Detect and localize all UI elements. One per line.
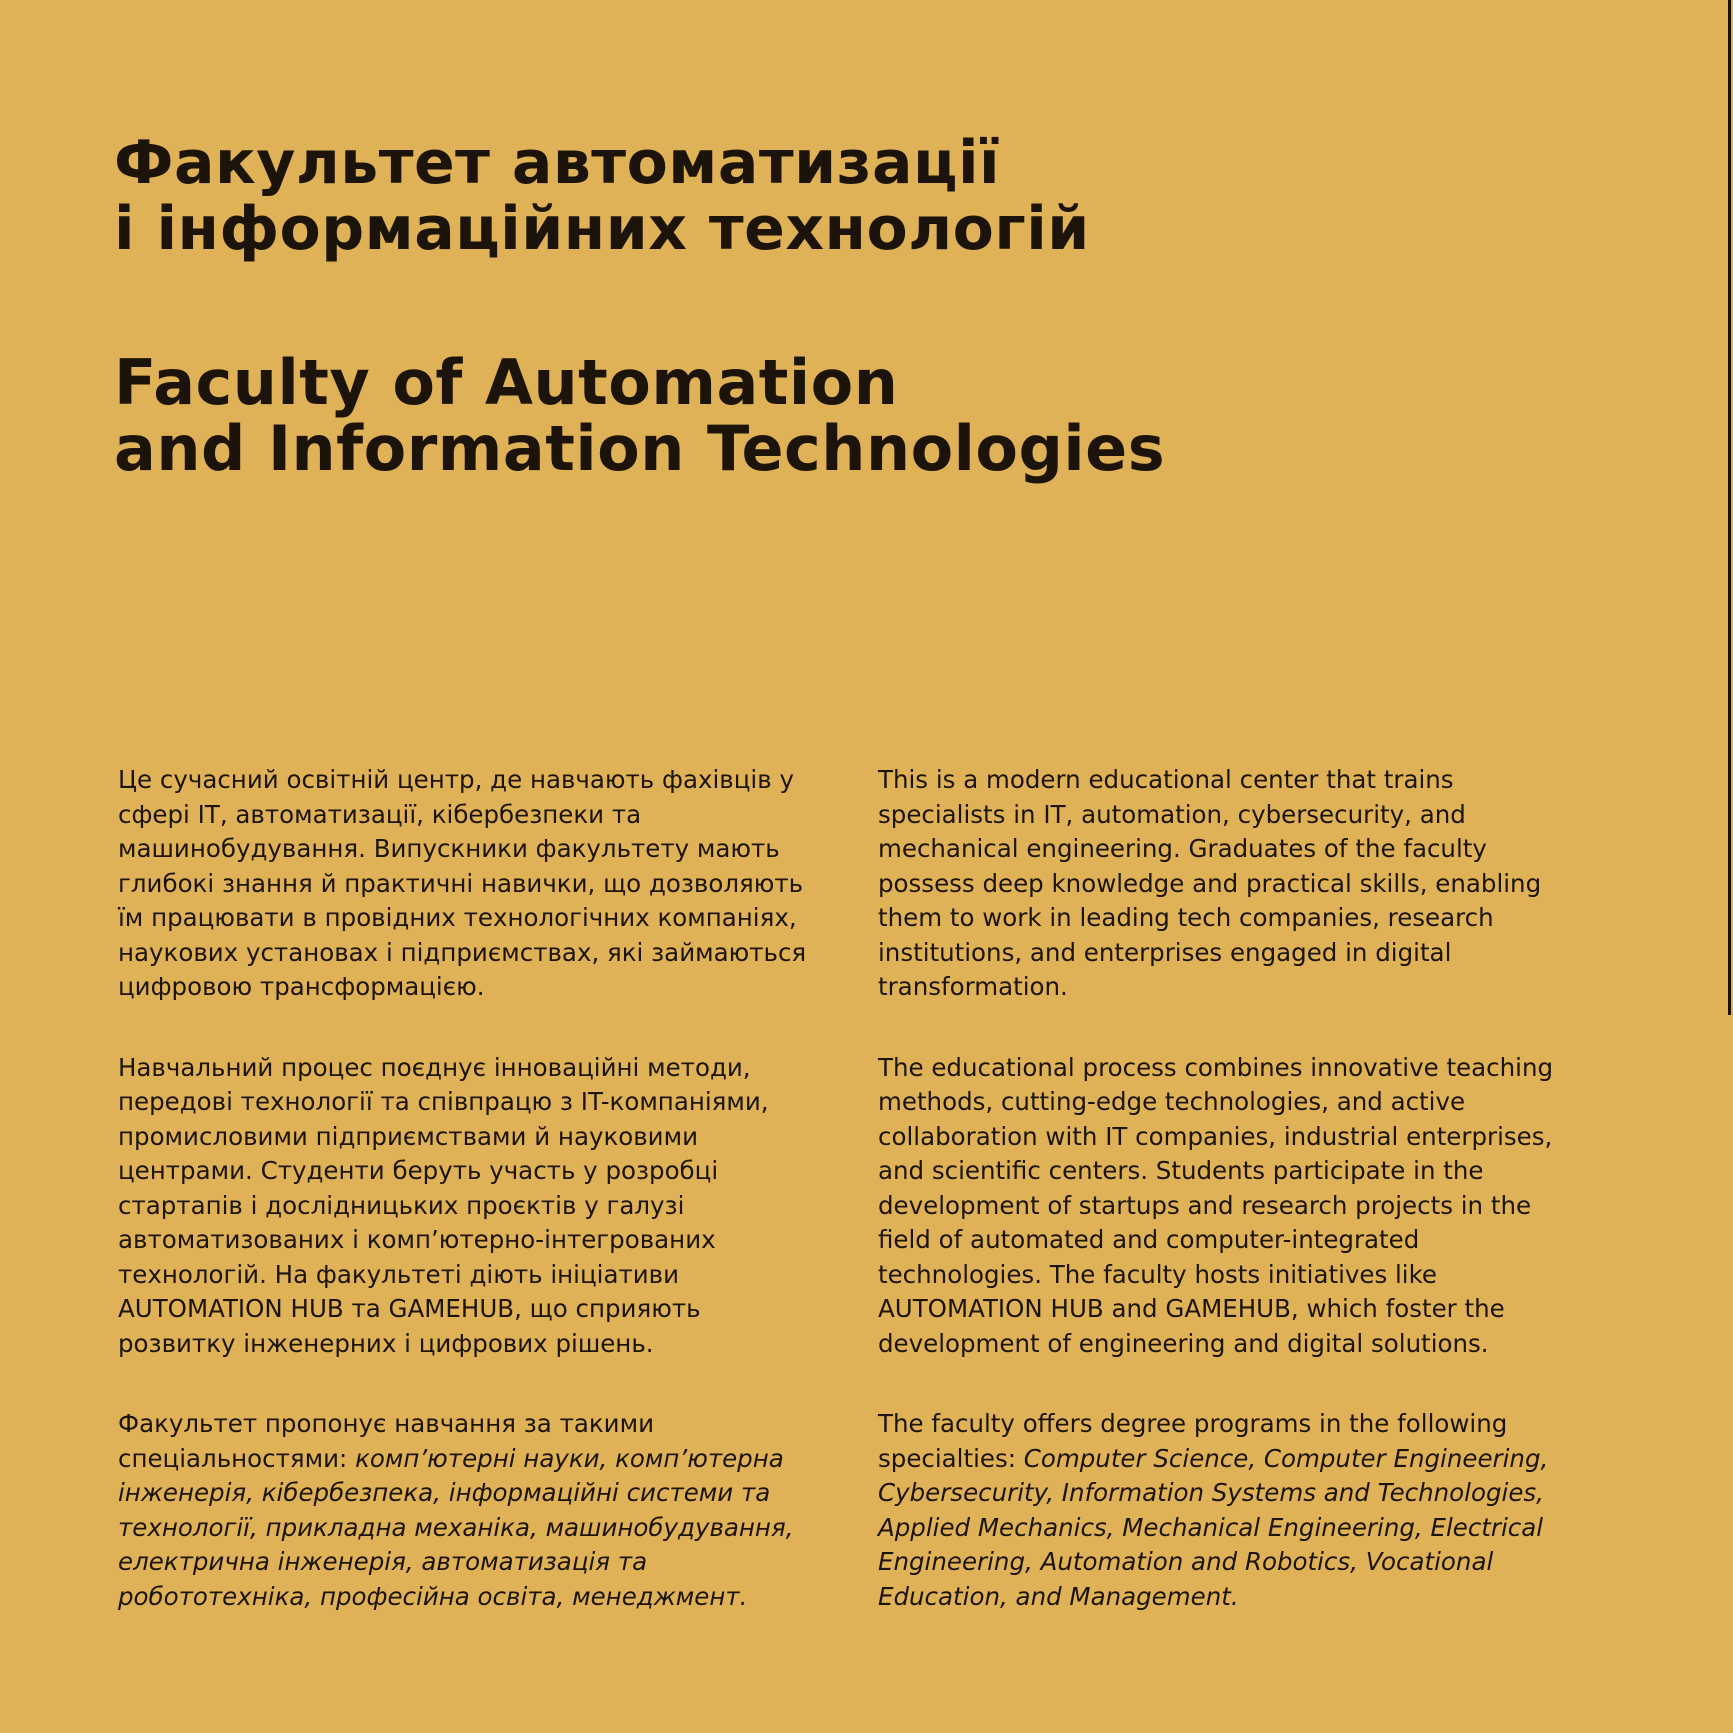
title-english (114, 346, 1414, 485)
uk-paragraph-3 (118, 1407, 818, 1614)
title-english-line-1: Faculty of Automation (114, 346, 899, 419)
title-block (114, 128, 1414, 485)
en-paragraph-3 (878, 1407, 1578, 1614)
title-english-line-2: and Information Technologies (114, 412, 1166, 485)
uk-specialties-list: комп’ютерні науки, комп’ютерна інженерія, кібербезпека, інформаційні системи та технології, прикладна механіка, машинобудування, електрична інженерія, автоматизація та робототехніка, професійна освіта, менеджмент. (118, 1443, 794, 1611)
en-specialties-list: Computer Science, Computer Engineering, Cybersecurity, Information Systems and Technologies, Applied Mechanics, Mechanical Engineering, Electrical Engineering, Automation and Robotics, Vocational Education, and Management. (878, 1443, 1549, 1611)
uk-paragraph-2: Навчальний процес поєднує інноваційні методи, передові технології та співпрацю з IT-компаніями, промисловими підприємствами й науковими центрами. Студенти беруть участь у розробці стартапів і дослідницьких проєктів у галузі автоматизованих і комп’ютерно-інтегрованих технологій. На факультеті діють ініціативи AUTOMATION HUB та GAMEHUB, що сприяють розвитку інженерних і цифрових рішень. (118, 1052, 769, 1358)
en-specialties-lead: The faculty offers degree programs in the following specialties: (878, 1409, 1508, 1473)
title-ukrainian (114, 130, 1414, 262)
title-ukrainian-line-1: Факультет автоматизації (114, 128, 1001, 198)
page-edge-line (1728, 0, 1731, 1015)
english-column (878, 763, 1578, 1660)
ukrainian-column (118, 763, 818, 1660)
en-paragraph-1: This is a modern educational center that trains specialists in IT, automation, cybersecurity, and mechanical engineering. Graduates of the faculty possess deep knowledge and practical skills, enabling them to work in leading tech companies, research institutions, and enterprises engaged in digital transformation. (878, 765, 1542, 1001)
body-columns (118, 763, 1578, 1660)
uk-specialties-lead: Факультет пропонує навчання за такими спеціальностями: (118, 1409, 654, 1473)
uk-paragraph-1: Це сучасний освітній центр, де навчають фахівців у сфері IT, автоматизації, кібербезпеки та машинобудування. Випускники факультету мають глибокі знання й практичні навички, що дозволяють їм працювати в провідних технологічних компаніях, наукових установах і підприємствах, які займаються цифровою трансформацією. (118, 765, 807, 1001)
title-ukrainian-line-2: і інформаційних технологій (114, 194, 1090, 264)
en-paragraph-2: The educational process combines innovative teaching methods, cutting-edge technologies, and active collaboration with IT companies, industrial enterprises, and scientific centers. Students participate in the development of startups and research projects in the field of automated and computer-integrated technologies. The faculty hosts initiatives like AUTOMATION HUB and GAMEHUB, which foster the development of engineering and digital solutions. (878, 1052, 1554, 1358)
